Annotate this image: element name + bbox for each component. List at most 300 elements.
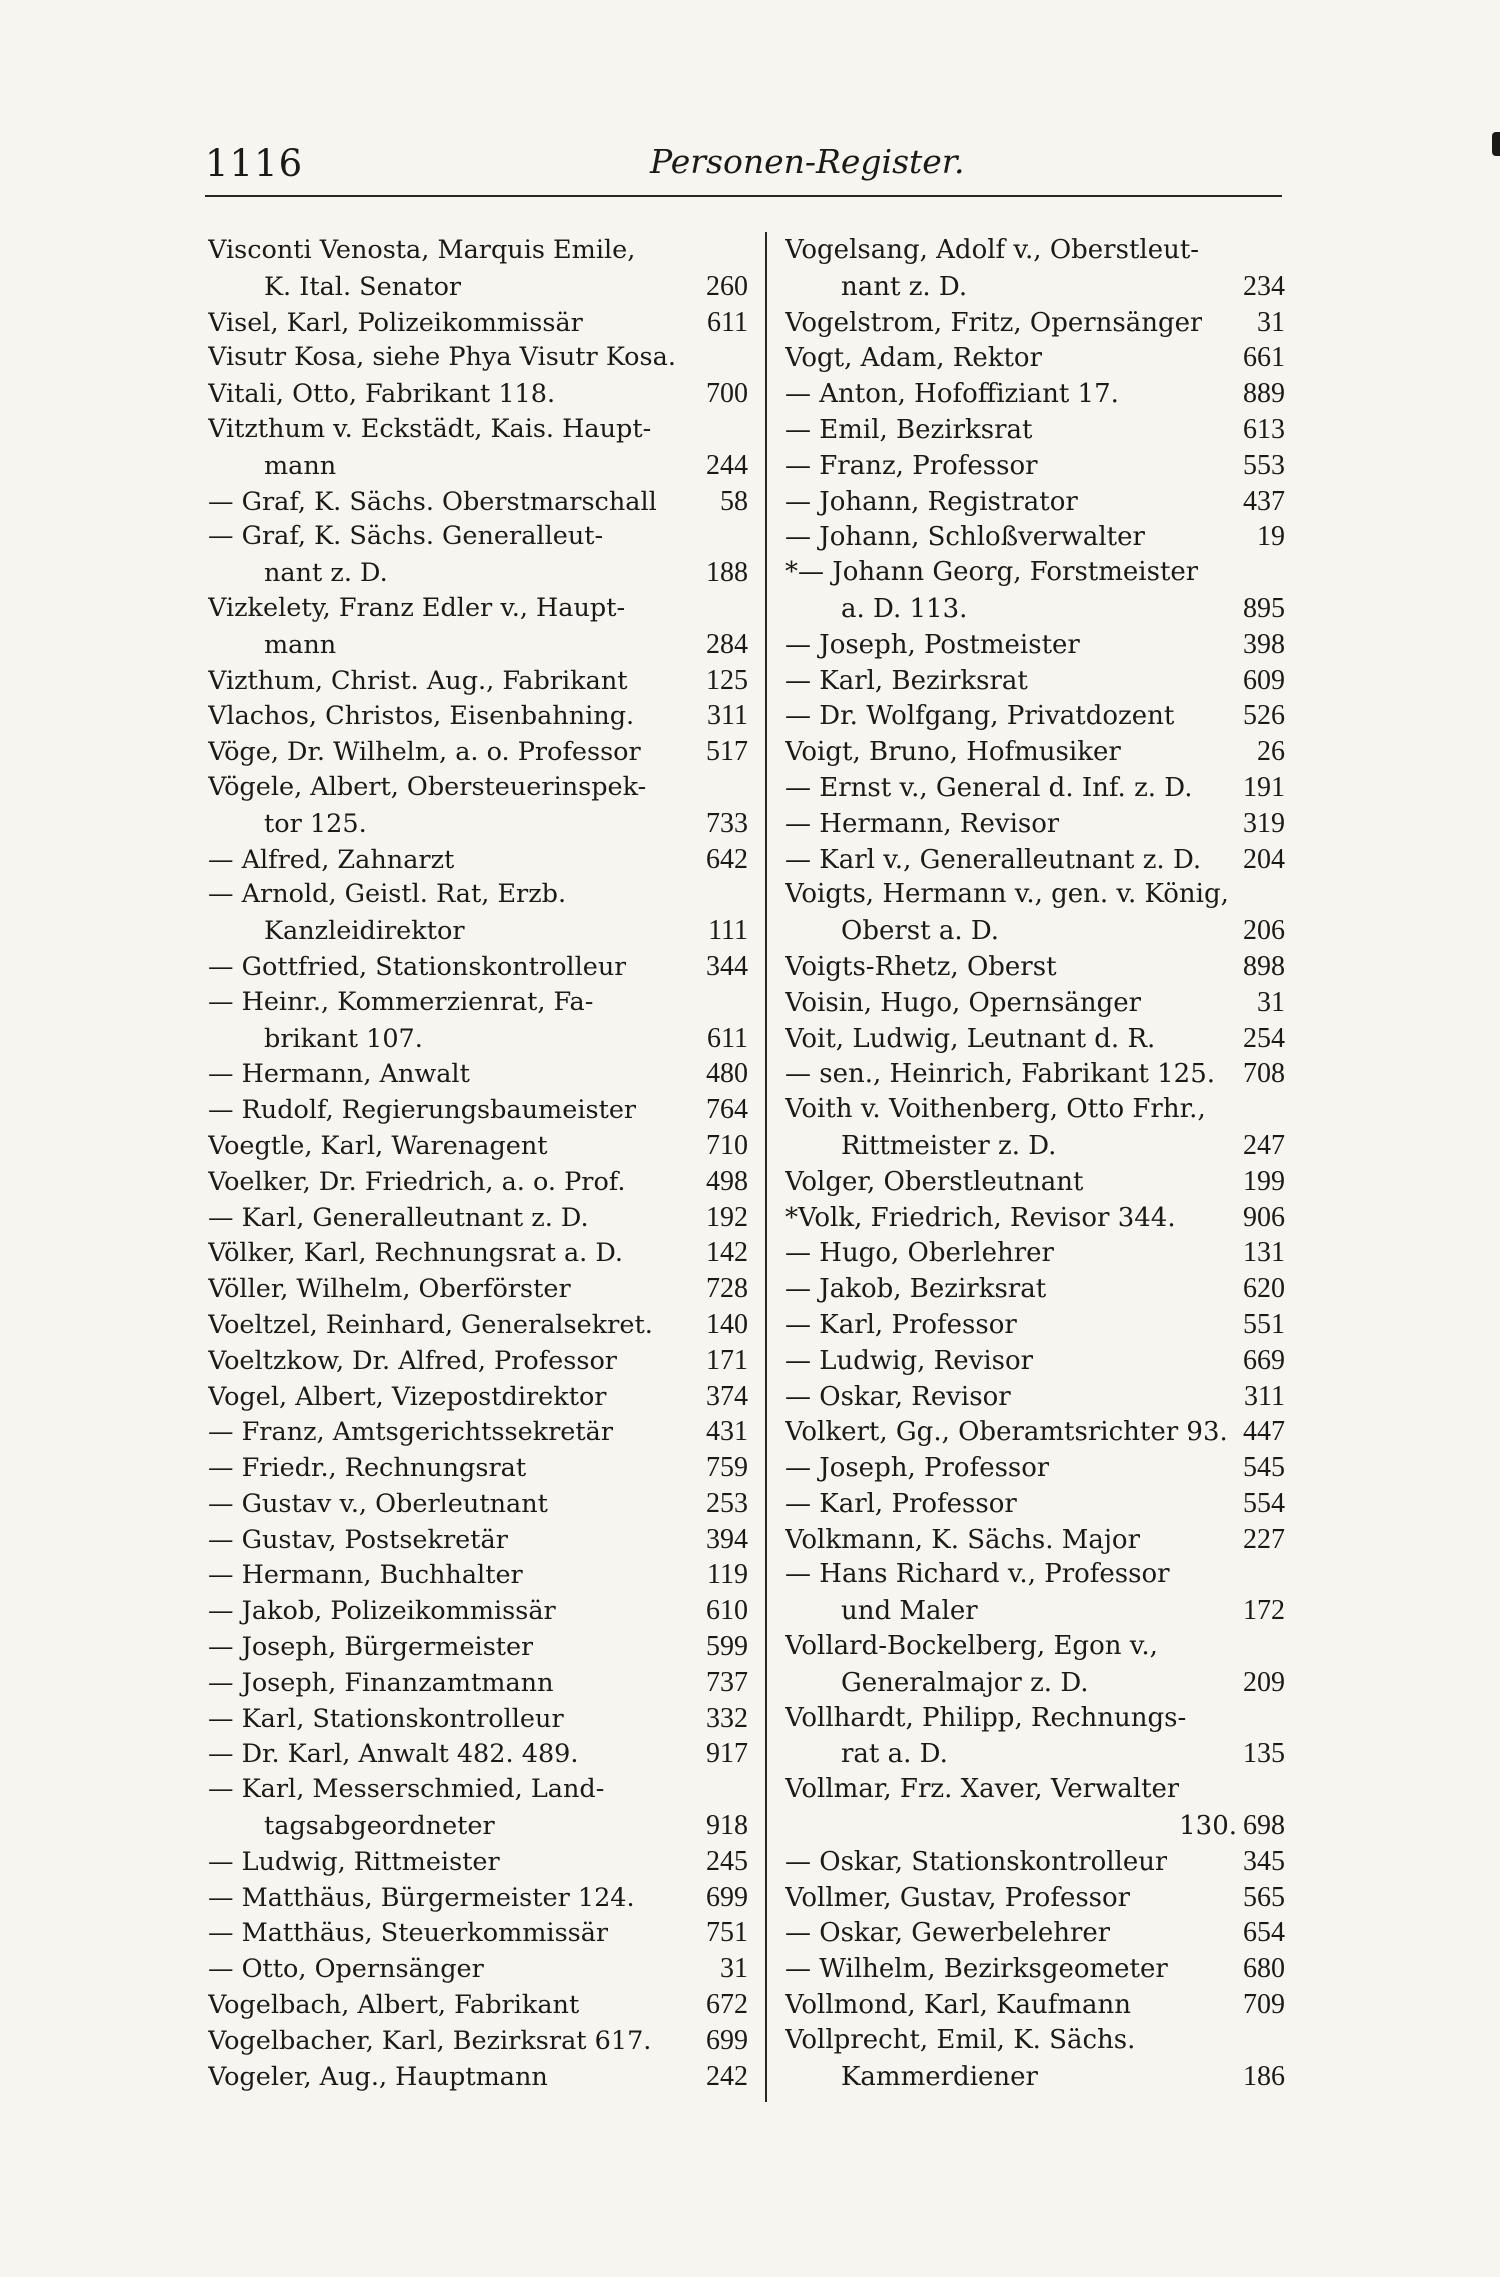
entry-page-ref: 245 <box>706 1845 748 1877</box>
index-entry-line <box>208 663 748 699</box>
entry-page-ref: 918 <box>706 1810 748 1842</box>
index-entry-line <box>785 1629 1285 1665</box>
entry-text: — Oskar, Revisor <box>785 1381 1011 1412</box>
entry-page-ref: 31 <box>1257 986 1285 1018</box>
entry-text: Kammerdiener <box>841 2061 1038 2092</box>
entry-text: nant z. D. <box>264 558 388 589</box>
entry-page-ref: 253 <box>706 1487 748 1519</box>
entry-text: K. Ital. Senator <box>264 271 462 302</box>
index-entry-line <box>785 412 1285 448</box>
index-entry-line <box>208 1450 748 1486</box>
index-entry-line <box>208 1844 748 1880</box>
index-entry-line <box>785 1665 1285 1701</box>
entry-page-ref: 906 <box>1243 1201 1285 1233</box>
index-entry-line <box>785 448 1285 484</box>
entry-text: — Oskar, Gewerbelehrer <box>785 1918 1111 1949</box>
index-entry-line <box>208 1522 748 1558</box>
entry-text: — Matthäus, Bürgermeister 124. <box>208 1882 635 1913</box>
entry-page-ref: 140 <box>706 1308 748 1340</box>
index-entry-line <box>785 1235 1285 1271</box>
entry-text: Volkert, Gg., Oberamtsrichter 93. <box>785 1417 1228 1448</box>
entry-page-ref: 517 <box>706 736 748 768</box>
index-entry-line <box>208 1164 748 1200</box>
index-entry-line <box>208 698 748 734</box>
entry-text: Vollmar, Frz. Xaver, Verwalter <box>785 1774 1180 1805</box>
index-entry-line <box>208 1915 748 1951</box>
entry-text: Vollmond, Karl, Kaufmann <box>785 1990 1132 2021</box>
entry-text: — Hermann, Revisor <box>785 808 1060 839</box>
entry-text: — Gustav v., Oberleutnant <box>208 1488 548 1519</box>
entry-text: Vollhardt, Philipp, Rechnungs- <box>785 1702 1187 1733</box>
entry-text: Voelker, Dr. Friedrich, a. o. Prof. <box>208 1166 626 1197</box>
entry-text: — Ernst v., General d. Inf. z. D. <box>785 772 1193 803</box>
entry-text: Oberst a. D. <box>841 916 1000 947</box>
entry-page-ref: 613 <box>1243 413 1285 445</box>
entry-text: — Gottfried, Stationskontrolleur <box>208 951 627 982</box>
entry-text: a. D. 113. <box>841 593 968 624</box>
entry-text: — Hermann, Buchhalter <box>208 1560 523 1591</box>
index-entry-line <box>208 985 748 1021</box>
entry-page-ref: 565 <box>1243 1881 1285 1913</box>
index-entry-line <box>208 2023 748 2059</box>
entry-text: — Rudolf, Regierungsbaumeister <box>208 1095 637 1126</box>
index-entry-line <box>208 1736 748 1772</box>
index-entry-line <box>785 698 1285 734</box>
entry-page-ref: 728 <box>706 1273 748 1305</box>
entry-text: — Jakob, Bezirksrat <box>785 1274 1047 1305</box>
index-entry-line <box>208 555 748 591</box>
entry-text: Visel, Karl, Polizeikommissär <box>208 307 583 338</box>
index-entry-line <box>785 1557 1285 1593</box>
entry-page-ref: 311 <box>707 700 748 732</box>
entry-page-ref: 19 <box>1257 521 1285 553</box>
index-entry-line <box>785 1200 1285 1236</box>
right-column <box>785 233 1285 2094</box>
entry-page-ref: 609 <box>1243 664 1285 696</box>
entry-page-ref: 708 <box>1243 1058 1285 1090</box>
entry-text: und Maler <box>841 1596 978 1627</box>
entry-page-ref: 172 <box>1243 1595 1285 1627</box>
index-entry-line <box>785 233 1285 269</box>
entry-text: — Matthäus, Steuerkommissär <box>208 1918 609 1949</box>
entry-text: — Hermann, Anwalt <box>208 1059 470 1090</box>
entry-text: Vlachos, Christos, Eisenbahning. <box>208 701 635 732</box>
index-entry-line <box>785 1772 1285 1808</box>
entry-page-ref: 620 <box>1243 1273 1285 1305</box>
entry-text: Voeltzel, Reinhard, Generalsekret. <box>208 1309 653 1340</box>
entry-text: Vogel, Albert, Vizepostdirektor <box>208 1381 607 1412</box>
entry-page-ref: 131 <box>1243 1237 1285 1269</box>
index-entry-line <box>785 1450 1285 1486</box>
index-entry-line <box>208 519 748 555</box>
page-number: 1116 <box>205 142 304 185</box>
entry-page-ref: 447 <box>1243 1416 1285 1448</box>
entry-text: Voigt, Bruno, Hofmusiker <box>785 737 1121 768</box>
entry-text: *— Johann Georg, Forstmeister <box>785 557 1199 588</box>
index-entry-line <box>785 1092 1285 1128</box>
index-entry-line <box>208 877 748 913</box>
entry-text: — Graf, K. Sächs. Oberstmarschall <box>208 486 657 517</box>
entry-page-ref: 545 <box>1243 1452 1285 1484</box>
entry-page-ref: 553 <box>1243 449 1285 481</box>
entry-page-ref: 398 <box>1243 628 1285 660</box>
entry-text: Volger, Oberstleutnant <box>785 1166 1084 1197</box>
index-entry-line <box>208 376 748 412</box>
entry-page-ref: 234 <box>1243 270 1285 302</box>
entry-page-ref: 526 <box>1243 700 1285 732</box>
entry-page-ref: 311 <box>1244 1380 1285 1412</box>
index-entry-line <box>208 1021 748 1057</box>
index-entry-line <box>208 913 748 949</box>
index-entry-line <box>208 1271 748 1307</box>
entry-page-ref: 554 <box>1243 1487 1285 1519</box>
index-entry-line <box>208 233 748 269</box>
index-entry-line <box>785 1522 1285 1558</box>
index-entry-line <box>785 305 1285 341</box>
index-entry-line <box>785 1844 1285 1880</box>
entry-text: Rittmeister z. D. <box>841 1130 1057 1161</box>
index-entry-line <box>208 1880 748 1916</box>
entry-text: *Volk, Friedrich, Revisor 344. <box>785 1202 1176 1233</box>
entry-page-ref: 119 <box>707 1559 748 1591</box>
index-entry-line <box>208 1951 748 1987</box>
index-entry-line <box>785 842 1285 878</box>
index-entry-line <box>208 2059 748 2095</box>
entry-text: — Arnold, Geistl. Rat, Erzb. <box>208 879 567 910</box>
entry-text: — sen., Heinrich, Fabrikant 125. <box>785 1059 1216 1090</box>
entry-page-ref: 227 <box>1243 1523 1285 1555</box>
index-entry-line <box>208 806 748 842</box>
entry-text: — Oskar, Stationskontrolleur <box>785 1846 1168 1877</box>
entry-page-ref: 611 <box>707 1022 748 1054</box>
index-entry-line <box>785 1414 1285 1450</box>
entry-text: — Karl, Generalleutnant z. D. <box>208 1202 589 1233</box>
running-head-title: Personen-Register. <box>650 142 965 181</box>
entry-page-ref: 733 <box>706 807 748 839</box>
entry-text: Vogelsang, Adolf v., Oberstleut- <box>785 235 1200 265</box>
index-entry-line <box>208 1307 748 1343</box>
entry-text: Visconti Venosta, Marquis Emile, <box>208 235 636 265</box>
index-entry-line <box>785 1164 1285 1200</box>
index-entry-line <box>208 448 748 484</box>
index-entry-line <box>785 1951 1285 1987</box>
index-entry-line <box>208 734 748 770</box>
index-entry-line <box>785 484 1285 520</box>
index-entry-line <box>785 806 1285 842</box>
index-entry-line <box>785 2059 1285 2095</box>
entry-text: — Jakob, Polizeikommissär <box>208 1596 556 1627</box>
index-entry-line <box>785 1128 1285 1164</box>
entry-text: tagsabgeordneter <box>264 1811 495 1842</box>
index-entry-line <box>785 1736 1285 1772</box>
index-entry-line <box>785 1343 1285 1379</box>
entry-page-ref: 661 <box>1243 342 1285 374</box>
entry-text: nant z. D. <box>841 271 968 302</box>
entry-text: Kanzleidirektor <box>264 916 465 947</box>
entry-page-ref: 699 <box>706 2024 748 2056</box>
entry-page-ref: 895 <box>1243 592 1285 624</box>
entry-page-ref: 437 <box>1243 485 1285 517</box>
index-entry-line <box>208 1772 748 1808</box>
entry-text: — Otto, Opernsänger <box>208 1954 484 1985</box>
index-entry-line <box>208 484 748 520</box>
entry-page-ref: 242 <box>706 2060 748 2092</box>
index-entry-line <box>785 1701 1285 1737</box>
entry-text: Volkmann, K. Sächs. Major <box>785 1524 1140 1555</box>
index-entry-line <box>785 1307 1285 1343</box>
entry-text: — Franz, Amtsgerichtssekretär <box>208 1417 614 1448</box>
entry-text: Voigts, Hermann v., gen. v. König, <box>785 879 1229 910</box>
index-entry-line <box>785 913 1285 949</box>
entry-page-ref: 171 <box>706 1344 748 1376</box>
entry-text: — Ludwig, Revisor <box>785 1345 1034 1376</box>
index-entry-line <box>208 269 748 305</box>
entry-text: — Dr. Wolfgang, Privatdozent <box>785 701 1175 732</box>
index-entry-line <box>785 1486 1285 1522</box>
entry-page-ref: 889 <box>1243 378 1285 410</box>
entry-text: Vizkelety, Franz Edler v., Haupt- <box>208 592 626 623</box>
entry-page-ref: 186 <box>1243 2060 1285 2092</box>
index-entry-line <box>208 1808 748 1844</box>
entry-page-ref: 191 <box>1243 771 1285 803</box>
index-entry-line <box>785 1056 1285 1092</box>
entry-text: 130. <box>1179 1811 1237 1842</box>
index-entry-line <box>208 770 748 806</box>
entry-page-ref: 610 <box>706 1595 748 1627</box>
index-entry-line <box>785 770 1285 806</box>
index-entry-line <box>785 555 1285 591</box>
index-entry-line <box>208 949 748 985</box>
entry-text: tor 125. <box>264 808 367 839</box>
margin-mark <box>1492 132 1500 156</box>
entry-text: Vogelbach, Albert, Fabrikant <box>208 1990 580 2021</box>
entry-page-ref: 599 <box>706 1631 748 1663</box>
entry-page-ref: 480 <box>706 1058 748 1090</box>
entry-text: Voisin, Hugo, Opernsänger <box>785 987 1142 1018</box>
entry-text: — Karl, Professor <box>785 1488 1017 1519</box>
entry-text: — Johann, Schloßverwalter <box>785 522 1145 553</box>
entry-text: Vogelstrom, Fritz, Opernsänger <box>785 307 1203 338</box>
entry-page-ref: 206 <box>1243 915 1285 947</box>
entry-text: — Graf, K. Sächs. Generalleut- <box>208 521 604 552</box>
entry-page-ref: 192 <box>706 1201 748 1233</box>
entry-page-ref: 498 <box>706 1165 748 1197</box>
entry-page-ref: 710 <box>706 1129 748 1161</box>
entry-page-ref: 654 <box>1243 1917 1285 1949</box>
index-entry-line <box>208 340 748 376</box>
entry-page-ref: 611 <box>707 306 748 338</box>
entry-text: — Hugo, Oberlehrer <box>785 1238 1054 1269</box>
index-entry-line <box>208 1665 748 1701</box>
entry-text: mann <box>264 450 337 481</box>
entry-text: — Joseph, Finanzamtmann <box>208 1667 554 1698</box>
index-entry-line <box>208 591 748 627</box>
entry-page-ref: 209 <box>1243 1666 1285 1698</box>
entry-text: — Karl, Bezirksrat <box>785 665 1028 696</box>
entry-text: — Joseph, Postmeister <box>785 629 1080 660</box>
entry-text: brikant 107. <box>264 1023 423 1054</box>
entry-text: Vogelbacher, Karl, Bezirksrat 617. <box>208 2025 652 2056</box>
entry-text: Voit, Ludwig, Leutnant d. R. <box>785 1023 1156 1054</box>
index-entry-line <box>785 1593 1285 1629</box>
entry-page-ref: 284 <box>706 628 748 660</box>
entry-page-ref: 374 <box>706 1380 748 1412</box>
index-entry-line <box>208 1128 748 1164</box>
entry-page-ref: 759 <box>706 1452 748 1484</box>
entry-text: — Alfred, Zahnarzt <box>208 844 455 875</box>
entry-page-ref: 699 <box>706 1881 748 1913</box>
index-entry-line <box>208 1701 748 1737</box>
entry-text: — Karl, Messerschmied, Land- <box>208 1774 605 1805</box>
entry-page-ref: 319 <box>1243 807 1285 839</box>
entry-text: — Karl, Stationskontrolleur <box>208 1703 564 1734</box>
entry-text: — Karl v., Generalleutnant z. D. <box>785 844 1202 875</box>
entry-text: — Karl, Professor <box>785 1309 1017 1340</box>
index-entry-line <box>785 627 1285 663</box>
entry-page-ref: 332 <box>706 1702 748 1734</box>
entry-text: Vitzthum v. Eckstädt, Kais. Haupt- <box>208 413 652 444</box>
header-rule <box>205 195 1282 197</box>
index-entry-line <box>785 985 1285 1021</box>
index-entry-line <box>208 305 748 341</box>
entry-page-ref: 26 <box>1257 736 1285 768</box>
entry-page-ref: 709 <box>1243 1989 1285 2021</box>
entry-page-ref: 188 <box>706 557 748 589</box>
entry-text: Völler, Wilhelm, Oberförster <box>208 1274 571 1305</box>
entry-text: — Emil, Bezirksrat <box>785 414 1033 445</box>
entry-text: — Anton, Hofoffiziant 17. <box>785 379 1119 410</box>
index-entry-line <box>785 734 1285 770</box>
index-entry-line <box>785 591 1285 627</box>
index-entry-line <box>785 1379 1285 1415</box>
index-entry-line <box>785 1880 1285 1916</box>
entry-text: — Johann, Registrator <box>785 486 1078 517</box>
index-entry-line <box>785 949 1285 985</box>
entry-text: Vitali, Otto, Fabrikant 118. <box>208 379 556 410</box>
entry-text: Vollard-Bockelberg, Egon v., <box>785 1631 1158 1662</box>
entry-page-ref: 142 <box>706 1237 748 1269</box>
entry-text: Vöge, Dr. Wilhelm, a. o. Professor <box>208 737 641 768</box>
entry-page-ref: 125 <box>706 664 748 696</box>
index-entry-line <box>785 1808 1285 1844</box>
entry-text: — Franz, Professor <box>785 450 1038 481</box>
index-entry-line <box>785 340 1285 376</box>
entry-page-ref: 260 <box>706 270 748 302</box>
entry-page-ref: 247 <box>1243 1129 1285 1161</box>
entry-page-ref: 898 <box>1243 950 1285 982</box>
index-entry-line <box>208 1486 748 1522</box>
index-entry-line <box>208 1379 748 1415</box>
entry-text: Vogeler, Aug., Hauptmann <box>208 2061 548 2092</box>
entry-text: Voegtle, Karl, Warenagent <box>208 1130 548 1161</box>
index-entry-line <box>785 376 1285 412</box>
entry-page-ref: 680 <box>1243 1953 1285 1985</box>
entry-page-ref: 254 <box>1243 1022 1285 1054</box>
entry-page-ref: 58 <box>720 485 748 517</box>
index-entry-line <box>785 519 1285 555</box>
index-entry-line <box>208 627 748 663</box>
index-entry-line <box>785 269 1285 305</box>
index-entry-line <box>208 1414 748 1450</box>
column-divider <box>765 232 767 2102</box>
index-entry-line <box>208 1235 748 1271</box>
entry-text: — Wilhelm, Bezirksgeometer <box>785 1954 1168 1985</box>
entry-text: — Hans Richard v., Professor <box>785 1559 1170 1590</box>
entry-page-ref: 199 <box>1243 1165 1285 1197</box>
entry-text: — Friedr., Rechnungsrat <box>208 1453 527 1484</box>
entry-page-ref: 737 <box>706 1666 748 1698</box>
entry-text: — Heinr., Kommerzienrat, Fa- <box>208 986 594 1017</box>
entry-text: Voith v. Voithenberg, Otto Frhr., <box>785 1094 1206 1125</box>
index-entry-line <box>208 1343 748 1379</box>
entry-page-ref: 394 <box>706 1523 748 1555</box>
entry-text: Völker, Karl, Rechnungsrat a. D. <box>208 1238 624 1269</box>
index-entry-line <box>208 1557 748 1593</box>
entry-page-ref: 698 <box>1243 1810 1285 1842</box>
entry-page-ref: 917 <box>706 1738 748 1770</box>
index-entry-line <box>785 2023 1285 2059</box>
index-entry-line <box>785 1915 1285 1951</box>
index-entry-line <box>208 412 748 448</box>
index-entry-line <box>208 1056 748 1092</box>
entry-text: Voeltzkow, Dr. Alfred, Professor <box>208 1345 617 1376</box>
entry-page-ref: 751 <box>706 1917 748 1949</box>
entry-page-ref: 111 <box>708 915 748 947</box>
entry-page-ref: 764 <box>706 1094 748 1126</box>
index-entry-line <box>785 1271 1285 1307</box>
entry-text: mann <box>264 629 337 660</box>
index-entry-line <box>208 1200 748 1236</box>
index-entry-line <box>208 842 748 878</box>
index-entry-line <box>785 1987 1285 2023</box>
entry-text: — Joseph, Bürgermeister <box>208 1632 534 1663</box>
entry-text: — Joseph, Professor <box>785 1453 1050 1484</box>
entry-text: Vogt, Adam, Rektor <box>785 343 1043 374</box>
entry-page-ref: 204 <box>1243 843 1285 875</box>
entry-text: Vögele, Albert, Obersteuerinspek- <box>208 771 647 802</box>
entry-text: Vizthum, Christ. Aug., Fabrikant <box>208 665 628 696</box>
entry-page-ref: 551 <box>1243 1308 1285 1340</box>
entry-page-ref: 31 <box>720 1953 748 1985</box>
entry-page-ref: 700 <box>706 378 748 410</box>
entry-page-ref: 345 <box>1243 1845 1285 1877</box>
index-entry-line <box>785 877 1285 913</box>
index-entry-line <box>785 1021 1285 1057</box>
index-entry-line <box>208 1593 748 1629</box>
entry-page-ref: 642 <box>706 843 748 875</box>
index-entry-line <box>785 663 1285 699</box>
entry-text: Vollmer, Gustav, Professor <box>785 1882 1131 1913</box>
entry-page-ref: 135 <box>1243 1738 1285 1770</box>
entry-page-ref: 669 <box>1243 1344 1285 1376</box>
index-entry-line <box>208 1092 748 1128</box>
entry-page-ref: 431 <box>706 1416 748 1448</box>
left-column <box>208 233 748 2094</box>
entry-text: rat a. D. <box>841 1739 948 1770</box>
entry-text: Visutr Kosa, siehe Phya Visutr Kosa. <box>208 342 676 373</box>
index-entry-line <box>208 1629 748 1665</box>
entry-page-ref: 672 <box>706 1989 748 2021</box>
entry-text: — Gustav, Postsekretär <box>208 1524 508 1555</box>
entry-text: Vollprecht, Emil, K. Sächs. <box>785 2024 1136 2055</box>
entry-text: Voigts-Rhetz, Oberst <box>785 951 1057 982</box>
index-entry-line <box>208 1987 748 2023</box>
entry-text: — Ludwig, Rittmeister <box>208 1846 500 1877</box>
entry-text: — Dr. Karl, Anwalt 482. 489. <box>208 1739 579 1770</box>
entry-text: Generalmajor z. D. <box>841 1667 1089 1698</box>
entry-page-ref: 244 <box>706 449 748 481</box>
entry-page-ref: 344 <box>706 950 748 982</box>
